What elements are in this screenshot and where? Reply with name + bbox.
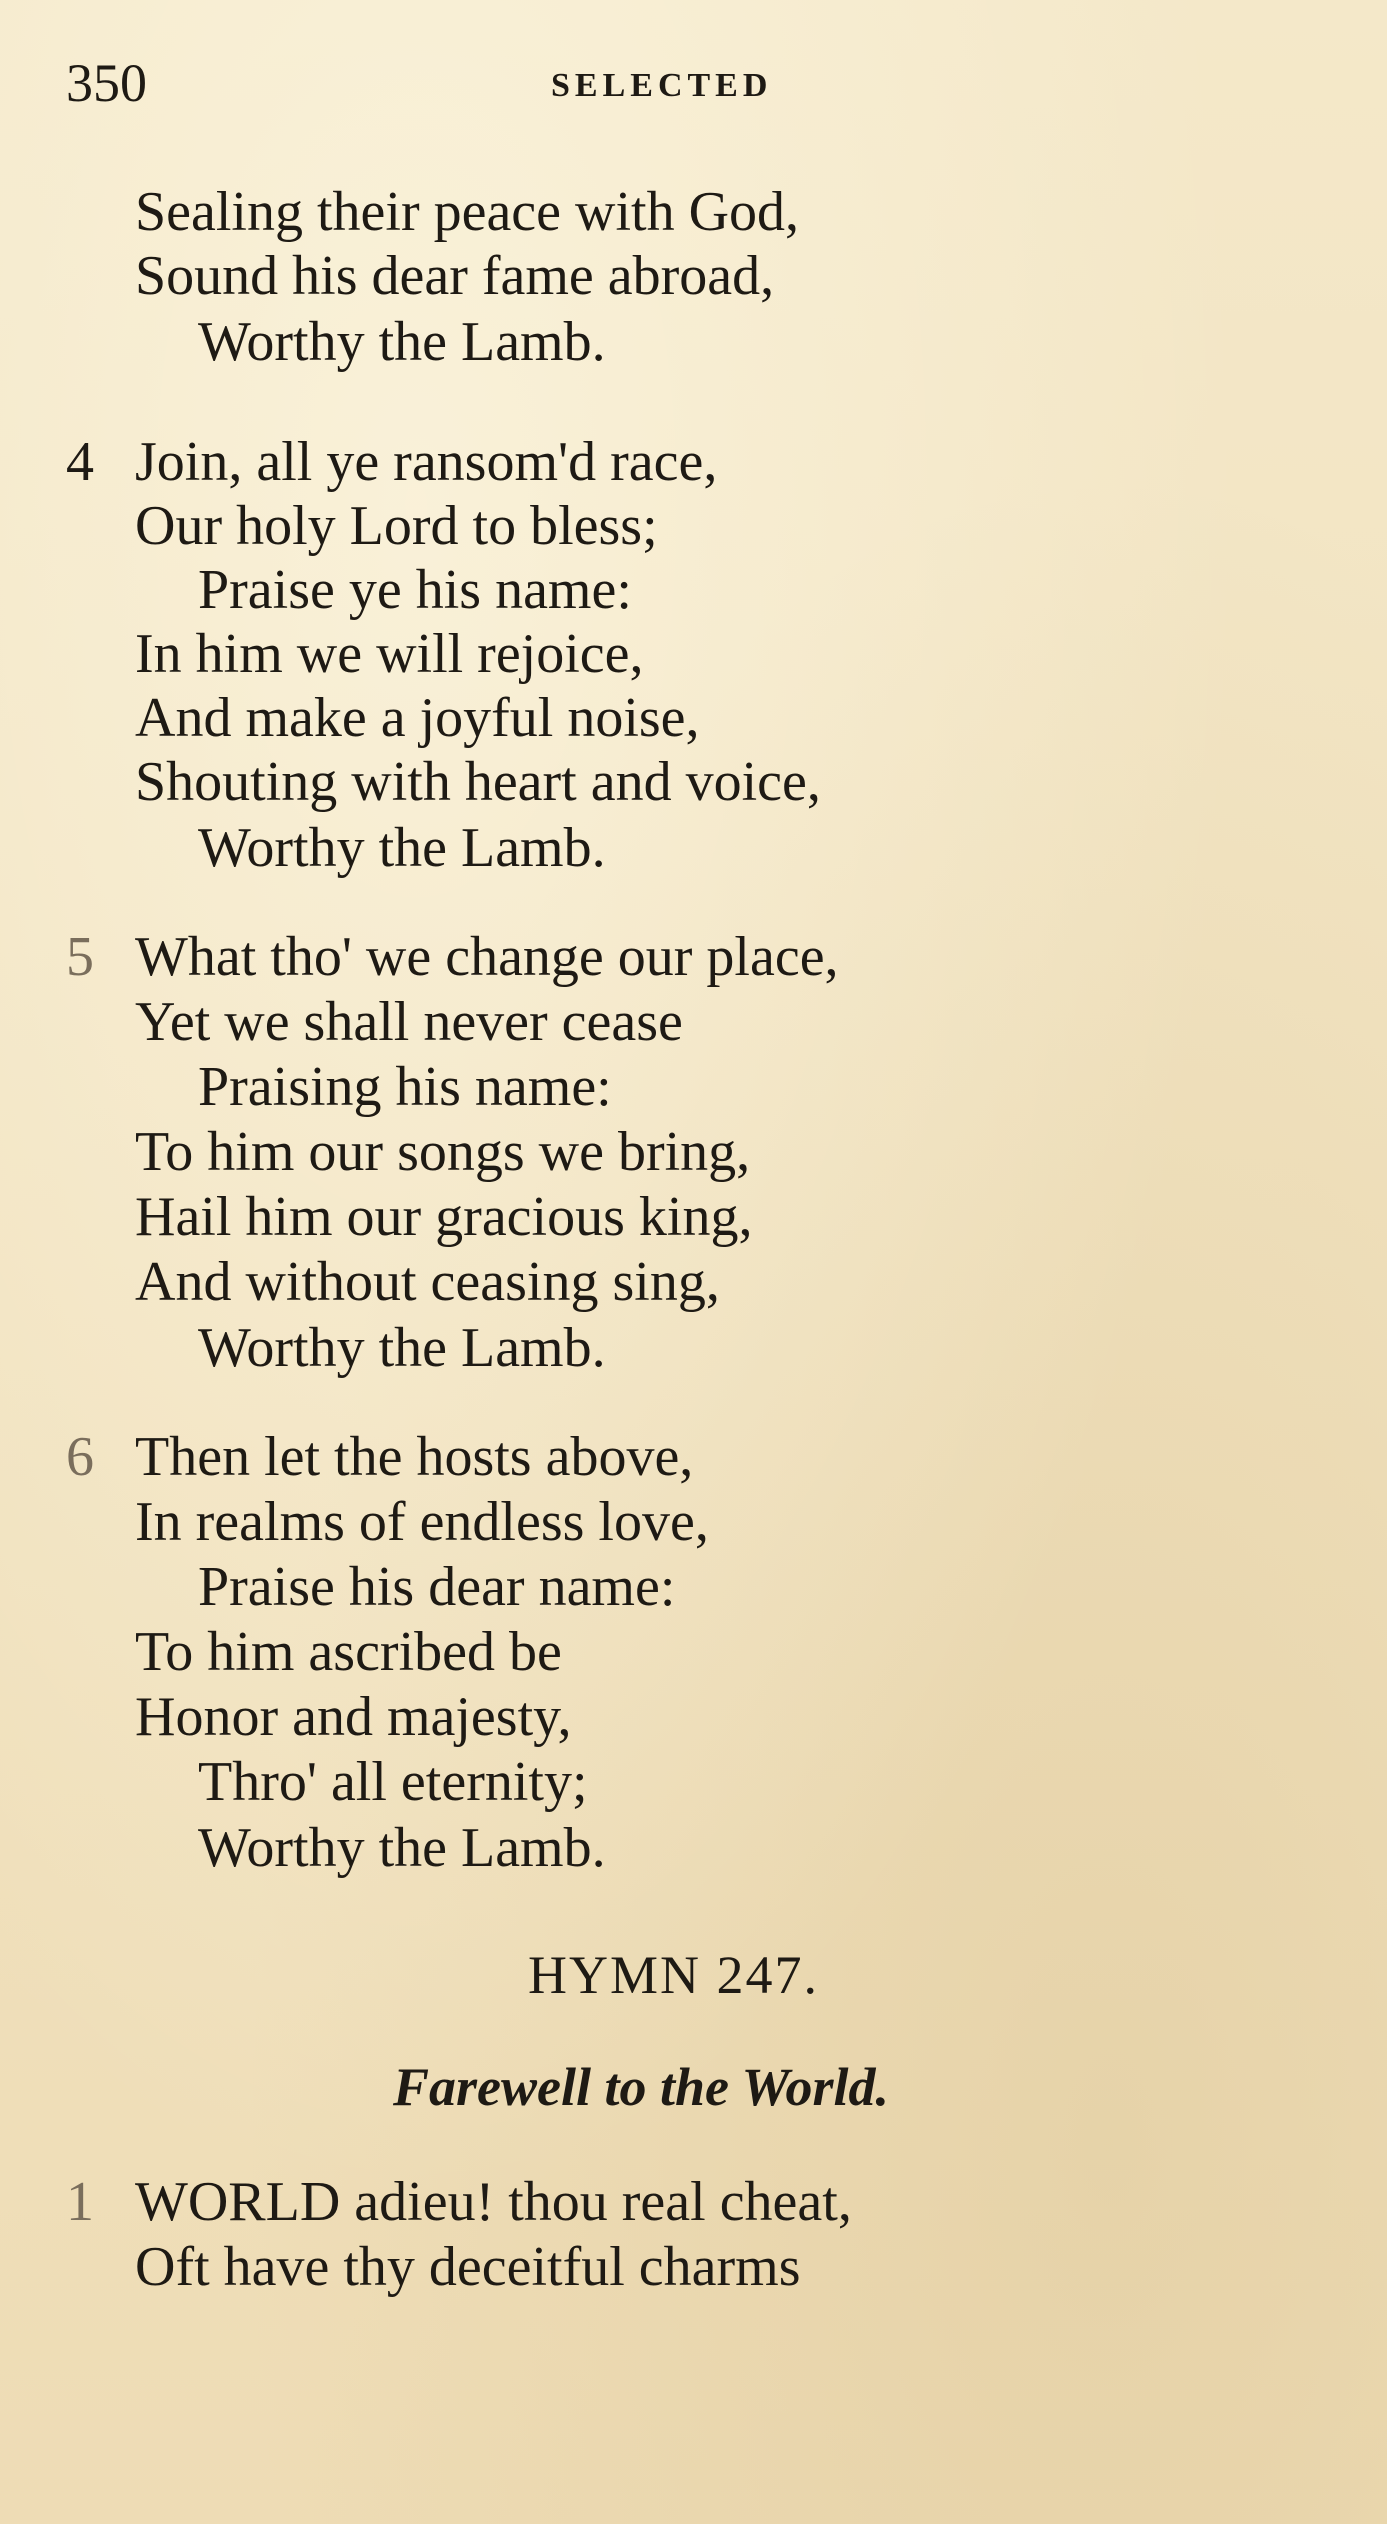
hymn-subtitle: Farewell to the World. [393, 2057, 890, 2117]
verse-line: In him we will rejoice, [135, 623, 644, 685]
verse-line: And without ceasing sing, [135, 1251, 720, 1313]
verse-line: Thro' all eternity; [198, 1751, 588, 1813]
verse-line: To him our songs we bring, [135, 1121, 751, 1183]
verse-number: 4 [66, 431, 94, 493]
verse-refrain: Worthy the Lamb. [198, 817, 606, 879]
verse-line: WORLD adieu! thou real cheat, [135, 2171, 852, 2233]
verse-line: Sound his dear fame abroad, [135, 245, 775, 307]
verse-line: In realms of endless love, [135, 1491, 709, 1553]
verse-line: Join, all ye ransom'd race, [135, 431, 718, 493]
verse-line: Praise his dear name: [198, 1556, 676, 1618]
verse-line: And make a joyful noise, [135, 687, 700, 749]
verse-refrain: Worthy the Lamb. [198, 1317, 606, 1379]
verse-number: 5 [66, 926, 94, 988]
verse-line: Shouting with heart and voice, [135, 751, 821, 813]
page-header [66, 48, 1306, 118]
verse-line: Praising his name: [198, 1056, 612, 1118]
verse-line: Sealing their peace with God, [135, 181, 800, 243]
verse-line: To him ascribed be [135, 1621, 562, 1683]
verse-line: Yet we shall never cease [135, 991, 683, 1053]
verse-line: Then let the hosts above, [135, 1426, 694, 1488]
verse-line: Our holy Lord to bless; [135, 495, 658, 557]
verse-line: Honor and majesty, [135, 1686, 572, 1748]
verse-number: 1 [66, 2171, 94, 2233]
verse-refrain: Worthy the Lamb. [198, 1817, 606, 1879]
verse-line: Oft have thy deceitful charms [135, 2236, 801, 2298]
verse-number: 6 [66, 1426, 94, 1488]
hymn-title: HYMN 247. [528, 1945, 820, 2005]
page-number: 350 [66, 53, 147, 113]
verse-line: What tho' we change our place, [135, 926, 839, 988]
verse-line: Praise ye his name: [198, 559, 632, 621]
verse-line: Hail him our gracious king, [135, 1186, 753, 1248]
verse-refrain: Worthy the Lamb. [198, 311, 606, 373]
running-head: SELECTED [551, 67, 773, 104]
